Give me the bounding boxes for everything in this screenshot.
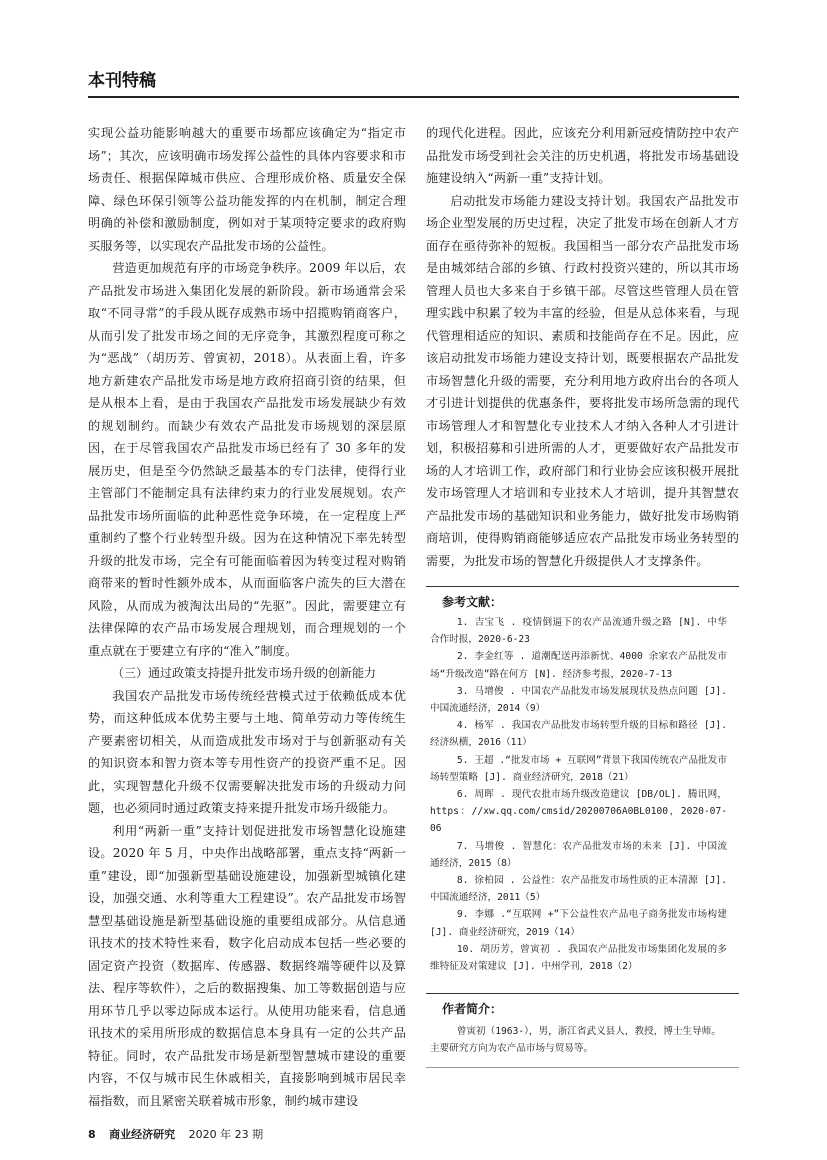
references-top-rule (426, 586, 739, 587)
reference-item: 9. 李娜 .“互联网 +”下公益性农产品电子商务批发市场构建 [J]. 商业经济研究，2019（14） (430, 909, 727, 938)
author-title: 作者简介： (442, 1002, 503, 1017)
reference-item: 3. 马增俊 . 中国农产品批发市场发展现状及热点问题 [J]. 中国流通经济，2014（9） (430, 685, 727, 715)
reference-item: 10. 胡历芳，曾寅初 . 我国农产品批发市场集团化发展的多维特征及对策建议 [J]. 中州学刊，2018（2） (430, 943, 727, 973)
right-column (426, 122, 739, 1068)
reference-item: 5. 王超 .“批发市场 + 互联网”背景下我国传统农产品批发市场转型策略 [J]. 商业经济研究，2018（21） (430, 754, 727, 783)
author-bio: 曾寅初（1963-），男，浙江省武义县人，教授，博士生导师。主要研究方向为农产品市场与贸易等。 (430, 1026, 721, 1055)
body-paragraph: 营造更加规范有序的市场竞争秩序。2009 年以后，农产品批发市场进入集团化发展的新阶段。新市场通常会采取“不同寻常”的手段从既存成熟市场中招揽购销商客户，从而引发了批发市场之间的无序竞争，其激烈程度可称之为“恶战”（胡历芳、曾寅初，2018）。从表面上看，许多地方新建农产品批发市场是地方政府招商引资的结果，但是从根本上看，是由于我国农产品批发市场发展缺少有效的规划制约。而缺少有效农产品批发市场规划的深层原因，在于尽管我国农产品批发市场已经有了 30 多年的发展历史，但是至今仍然缺乏最基本的专门法律，使得行业主管部门不能制定具有法律约束力的行业发展规划。农产品批发市场所面临的此种恶性竞争环境，在一定程度上严重制约了整个行业转型升级。因为在这种情况下率先转型升级的批发市场，完全有可能面临着因为转变过程对购销商带来的暂时性额外成本，从而面临客户流失的巨大潜在风险，从而成为被淘汰出局的“先驱”。因此，需要建立有法律保障的农产品市场发展合理规划，而合理规划的一个重点就在于要建立有序的“准入”制度。 (88, 261, 406, 658)
reference-item: 1. 吉宝飞 . 疫情倒逼下的农产品流通升级之路 [N]. 中华合作时报，2020-6-23 (430, 617, 727, 646)
reference-item: 4. 杨军 . 我国农产品批发市场转型升级的目标和路径 [J]. 经济纵横，2016（11） (430, 720, 727, 749)
reference-item: 6. 周晖 . 现代农批市场升级改造建议 [DB/OL]. 腾讯网，https：//xw.qq.com/cmsid/20200706A0BL0100，2020-07-06 (430, 789, 727, 835)
section-header-title: 本刊特稿 (88, 71, 156, 91)
body-paragraph: 利用“两新一重”支持计划促进批发市场智慧化设施建设。2020 年 5 月，中央作出战略部署，重点支持“两新一重”建设，即“加强新型基础设施建设，加强新型城镇化建设，加强交通、水利等重大工程建设”。农产品批发市场智慧型基础设施是新型基础设施的重要组成部分。从信息通讯技术的技术特性来看，数字化启动成本包括一些必要的固定资产投资（数据库、传感器、数据终端等硬件以及算法、程序等软件），之后的数据搜集、加工等数据创造与应用环节几乎以零边际成本运行。从使用功能来看，信息通讯技术的采用所形成的数据信息本身具有一定的公共产品特征。同时，农产品批发市场是新型智慧城市建设的重要内容，不仅与城市民生休戚相关，直接影响到城市居民幸福指数，而且紧密关联着城市形象，制约城市建设 (88, 823, 406, 1108)
left-column (88, 122, 406, 1112)
author-bottom-rule (426, 1067, 739, 1068)
body-paragraph: 启动批发市场能力建设支持计划。我国农产品批发市场企业型发展的历史过程，决定了批发市场在创新人才方面存在亟待弥补的短板。我国相当一部分农产品批发市场是由城郊结合部的乡镇、行政村投资兴建的，所以其市场管理人员也大多来自于乡镇干部。尽管这些管理人员在管理实践中积累了较为丰富的经验，但是从总体来看，与现代管理相适应的知识、素质和技能尚存在不足。因此，应该启动批发市场能力建设支持计划，既要根据农产品批发市场智慧化升级的需要，充分利用地方政府出台的各项人才引进计划提供的优惠条件，要将批发市场所急需的现代市场管理人才和智慧化专业技术人才纳入各种人才引进计划，积极招募和引进所需的人才，更要做好农产品批发市场的人才培训工作，政府部门和行业协会应该积极开展批发市场管理人才培训和专业技术人才培训，提升其智慧农产品批发市场的基础知识和业务能力，做好批发市场购销商培训，使得购销商能够适应农产品批发市场业务转型的需要，为批发市场的智慧化升级提供人才支撑条件。 (426, 193, 739, 568)
page-footer (88, 1126, 263, 1142)
reference-item: 2. 李金红等 . 道潮配送再添新忧、4000 余家农产品批发市场“升级改造”路在何方 [N]. 经济参考报，2020-7-13 (430, 651, 727, 680)
reference-item: 8. 徐柏园 . 公益性：农产品批发市场性质的正本清源 [J]. 中国流通经济，2011（5） (430, 875, 727, 904)
body-paragraph: 的现代化进程。因此，应该充分利用新冠疫情防控中农产品批发市场受到社会关注的历史机遇，将批发市场基础设施建设纳入“两新一重”支持计划。 (426, 126, 739, 185)
journal-name: 商业经济研究 (109, 1128, 176, 1141)
body-paragraph: 实现公益功能影响越大的重要市场都应该确定为“指定市场”；其次，应该明确市场发挥公益性的具体内容要求和市场责任、根据保障城市供应、合理形成价格、质量安全保障、绿色环保引领等公益功能发挥的内在机制，制定合理明确的补偿和激励制度，例如对于某项特定要求的政府购买服务等，以实现农产品批发市场的公益性。 (88, 126, 406, 253)
body-paragraph: 我国农产品批发市场传统经营模式过于依赖低成本优势，而这种低成本优势主要与土地、简单劳动力等传统生产要素密切相关，从而造成批发市场对于与创新驱动有关的知识资本和智力资本等专用性资产的投资严重不足。因此，实现智慧化升级不仅需要解决批发市场的升级动力问题，也必须同时通过政策支持来提升批发市场升级能力。 (88, 688, 406, 815)
page-number: 8 (88, 1128, 96, 1141)
header-divider (88, 96, 739, 98)
section-heading: （三）通过政策支持提升批发市场升级的创新能力 (112, 666, 377, 680)
reference-item: 7. 马增俊 . 智慧化：农产品批发市场的未来 [J]. 中国流通经济，2015（8） (430, 840, 727, 869)
references-list (426, 614, 739, 975)
issue-label: 2020 年 23 期 (188, 1128, 264, 1141)
author-top-rule (426, 993, 739, 994)
references-title: 参考文献： (442, 595, 503, 609)
